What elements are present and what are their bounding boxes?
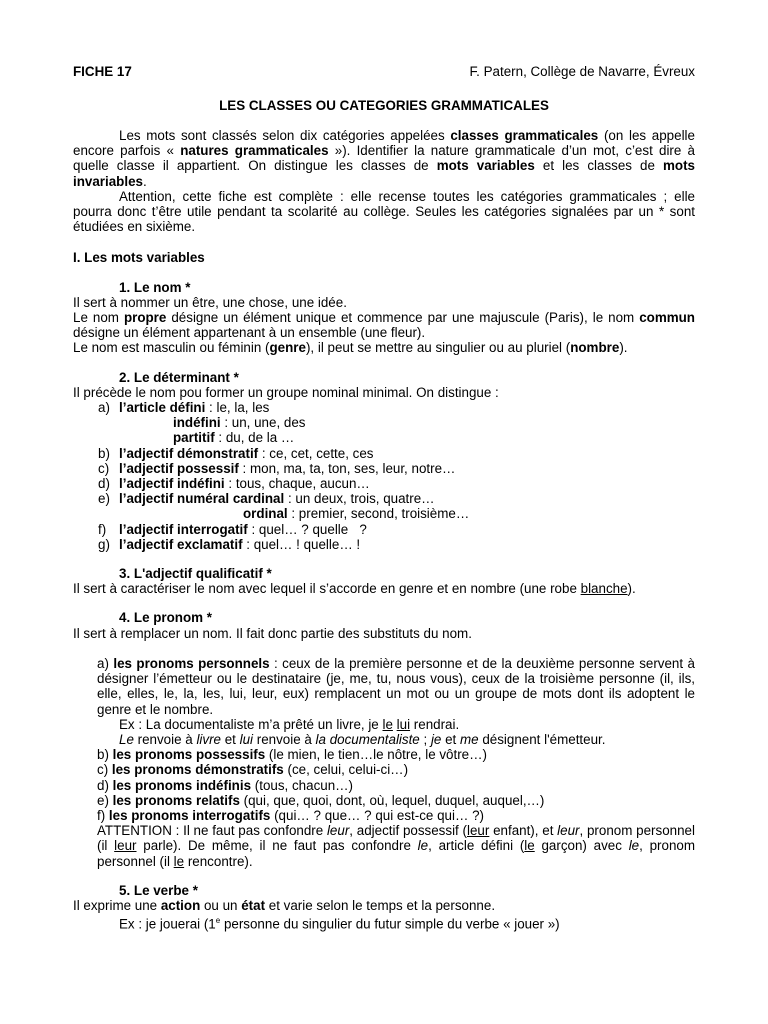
determinant-intro: Il précède le nom pou former un groupe nominal minimal. On distingue : bbox=[73, 384, 499, 400]
list-item: partitif : du, de la … bbox=[173, 430, 295, 446]
sheet-number: FICHE 17 bbox=[73, 64, 132, 79]
heading-nom: 1. Le nom * bbox=[119, 279, 191, 295]
list-item: f) les pronoms interrogatifs (qui… ? que… ? qui est-ce qui… ?) bbox=[97, 807, 484, 823]
nom-paragraph-3: Le nom est masculin ou féminin (genre), il peut se mettre au singulier ou au pluriel (nombre). bbox=[73, 340, 628, 356]
list-item: d) les pronoms indéfinis (tous, chacun…) bbox=[97, 777, 354, 793]
pronom-intro: Il sert à remplacer un nom. Il fait donc partie des substituts du nom. bbox=[73, 625, 472, 641]
list-item: d) l’adjectif indéfini : tous, chaque, aucun… bbox=[98, 476, 370, 492]
document-page bbox=[73, 64, 695, 932]
heading-adjectif: 3. L'adjectif qualificatif * bbox=[119, 566, 272, 582]
intro-paragraph-1: Les mots sont classés selon dix catégories appelées classes grammaticales (on les appelle encore parfois « natures grammaticales »). Identifier la nature grammaticale d’un mot, c’est dire à quelle classe il appartient. On distingue les classes de mots variables et les classes de mots invariables. bbox=[73, 128, 696, 189]
header bbox=[73, 64, 695, 82]
list-item: b) l’adjectif démonstratif : ce, cet, cette, ces bbox=[98, 445, 374, 461]
list-item: e) les pronoms relatifs (qui, que, quoi, dont, où, lequel, duquel, auquel,…) bbox=[97, 792, 545, 808]
list-item: f) l’adjectif interrogatif : quel… ? quelle ? bbox=[98, 521, 367, 537]
list-item: b) les pronoms possessifs (le mien, le tien…le nôtre, le vôtre…) bbox=[97, 747, 487, 763]
section-variable-words: I. Les mots variables bbox=[73, 250, 205, 266]
verbe-paragraph: Il exprime une action ou un état et varie selon le temps et la personne. bbox=[73, 897, 496, 913]
list-item: c) l’adjectif possessif : mon, ma, ta, ton, ses, leur, notre… bbox=[98, 460, 456, 476]
heading-pronom: 4. Le pronom * bbox=[119, 610, 213, 626]
list-item: e) l’adjectif numéral cardinal : un deux, trois, quatre… bbox=[98, 491, 435, 507]
intro-paragraph-2: Attention, cette fiche est complète : elle recense toutes les catégories grammaticales ; elle pourra donc t’être utile pendant ta scolarité au collège. Seules les catégories signalées par un * sont étudiées en sixième. bbox=[73, 188, 695, 235]
list-item: g) l’adjectif exclamatif : quel… ! quelle… ! bbox=[98, 536, 361, 552]
list-item: a) l’article défini : le, la, les bbox=[98, 400, 270, 416]
adjectif-paragraph: Il sert à caractériser le nom avec lequel il s’accorde en genre et en nombre (une robe blanche). bbox=[73, 581, 636, 597]
list-item: ordinal : premier, second, troisième… bbox=[243, 506, 470, 522]
page-title: LES CLASSES OU CATEGORIES GRAMMATICALES bbox=[219, 98, 549, 113]
nom-line-1: Il sert à nommer un être, une chose, une idée. bbox=[73, 294, 347, 310]
heading-verbe: 5. Le verbe * bbox=[119, 882, 198, 898]
list-item: c) les pronoms démonstratifs (ce, celui, celui-ci…) bbox=[97, 762, 409, 778]
list-item: indéfini : un, une, des bbox=[173, 415, 306, 431]
heading-determinant: 2. Le déterminant * bbox=[119, 369, 239, 385]
pronom-example-2: Le renvoie à livre et lui renvoie à la documentaliste ; je et me désignent l'émetteur. bbox=[119, 731, 606, 747]
nom-paragraph-2: Le nom propre désigne un élément unique et commence par une majuscule (Paris), le nom commun désigne un élément appartenant à un ensemble (une fleur). bbox=[73, 310, 695, 341]
author-line: F. Patern, Collège de Navarre, Évreux bbox=[469, 64, 695, 79]
attention-note: ATTENTION : Il ne faut pas confondre leur, adjectif possessif (leur enfant), et leur, pronom personnel (il leur parle). De même, il ne faut pas confondre le, article défini (le garçon) avec le, pronom personnel (il le rencontre). bbox=[97, 823, 696, 869]
pronom-example-1: Ex : La documentaliste m’a prêté un livre, je le lui rendrai. bbox=[119, 716, 460, 732]
verbe-example: Ex : je jouerai (1e personne du singulier du futur simple du verbe « jouer ») bbox=[119, 916, 560, 932]
pronom-personnels: a) les pronoms personnels : ceux de la première personne et de la deuxième personne servent à désigner l’émetteur ou le destinataire (je, me, tu, nous vous), ceux de la troisième personne (il, ils, elle, elles, le, la, les, lui, leur, eux) remplacent un mot ou un groupe de mots dont ils adoptent le genre et le nombre. bbox=[97, 655, 695, 717]
